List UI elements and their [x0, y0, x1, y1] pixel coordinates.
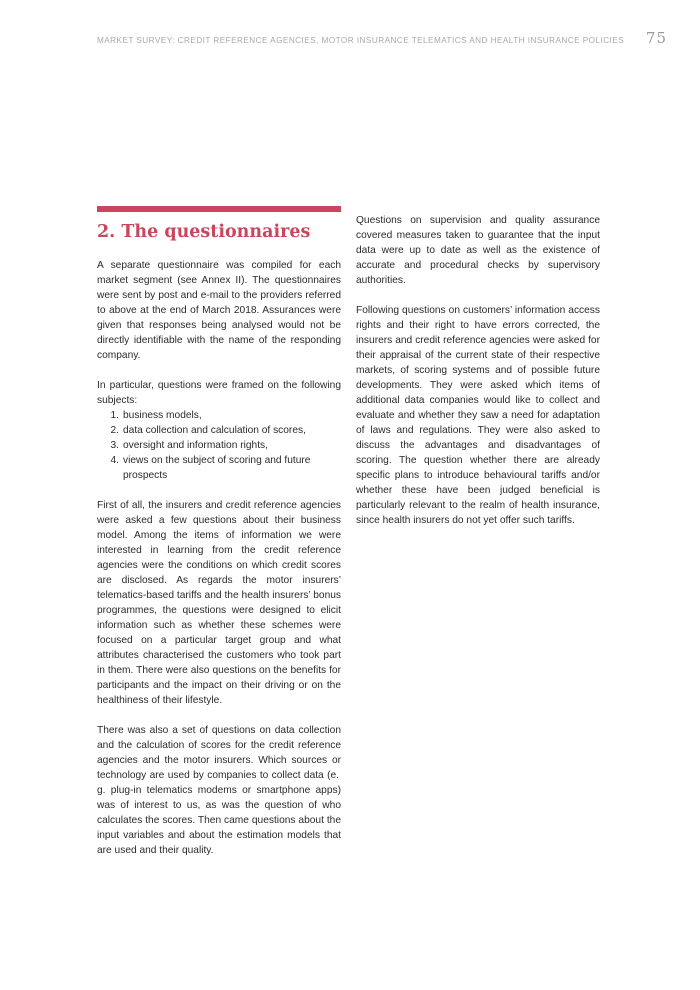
- paragraph-information-rights: Following questions on customers’ information access rights and their right to have errors corrected, the insurers and credit reference agencies were asked for their appraisal of the current state of their respective markets, of scoring systems and of possible future developments. They were asked which items of additional data companies would like to collect and evaluate and whether they saw a need for adaptation of laws and regulations. They were also asked to discuss the advantages and disadvantages of scoring. The question whether there are already specific plans to introduce behavioural tariffs and/or whether these have been judged beneficial is particularly relevant to the realm of health insurance, since health insurers do not yet offer such tariffs.: [356, 305, 600, 526]
- subjects-list: [97, 408, 341, 483]
- paragraph-data-collection: There was also a set of questions on data collection and the calculation of scores for the credit reference agencies and the motor insurers. Which sources or technology are used by companies to collect data (e. g. plug-in telematics modems or smartphone apps) was of interest to us, as was the question of who calculates the scores. Then came questions about the input variables and about the estimation models that are used and their quality.: [97, 725, 341, 856]
- running-header: MARKET SURVEY: CREDIT REFERENCE AGENCIES, MOTOR INSURANCE TELEMATICS AND HEALTH INSURANCE POLICIES: [97, 36, 625, 45]
- paragraph-business-models: First of all, the insurers and credit reference agencies were asked a few questions about their business model. Among the items of information we were interested in learning from the credit reference agencies were the conditions on which credit scores are disclosed. As regards the motor insurers’ telematics-based tariffs and the health insurers’ bonus programmes, the questions were designed to elicit information such as whether these schemes were focused on a particular target group and what attributes characterised the customers who took part in them. There were also questions on the benefits for participants and the impact on their driving or on the healthiness of their lifestyle.: [97, 500, 341, 706]
- paragraph-supervision: Questions on supervision and quality assurance covered measures taken to guarantee that the input data were up to date as well as the existence of accurate and procedural checks by supervisory authorities.: [356, 215, 600, 286]
- section-title: 2. The questionnaires: [97, 222, 311, 242]
- list-item: 1. business models,: [110, 410, 202, 421]
- list-item: 2. data collection and calculation of scores,: [110, 425, 306, 436]
- paragraph-subjects-intro: In particular, questions were framed on the following subjects:: [97, 380, 341, 406]
- left-column: [97, 258, 341, 873]
- paragraph-questionnaire-intro: A separate questionnaire was compiled for each market segment (see Annex II). The questionnaires were sent by post and e-mail to the providers referred to above at the end of March 2018. Assurances were given that responses being analysed would not be directly identifiable with the name of the responding company.: [97, 260, 341, 361]
- page-number: 75: [645, 29, 667, 47]
- section-accent-bar: [97, 206, 341, 212]
- right-column: [356, 213, 600, 543]
- list-item: 4. views on the subject of scoring and future prospects: [110, 455, 311, 481]
- list-item: 3. oversight and information rights,: [110, 440, 268, 451]
